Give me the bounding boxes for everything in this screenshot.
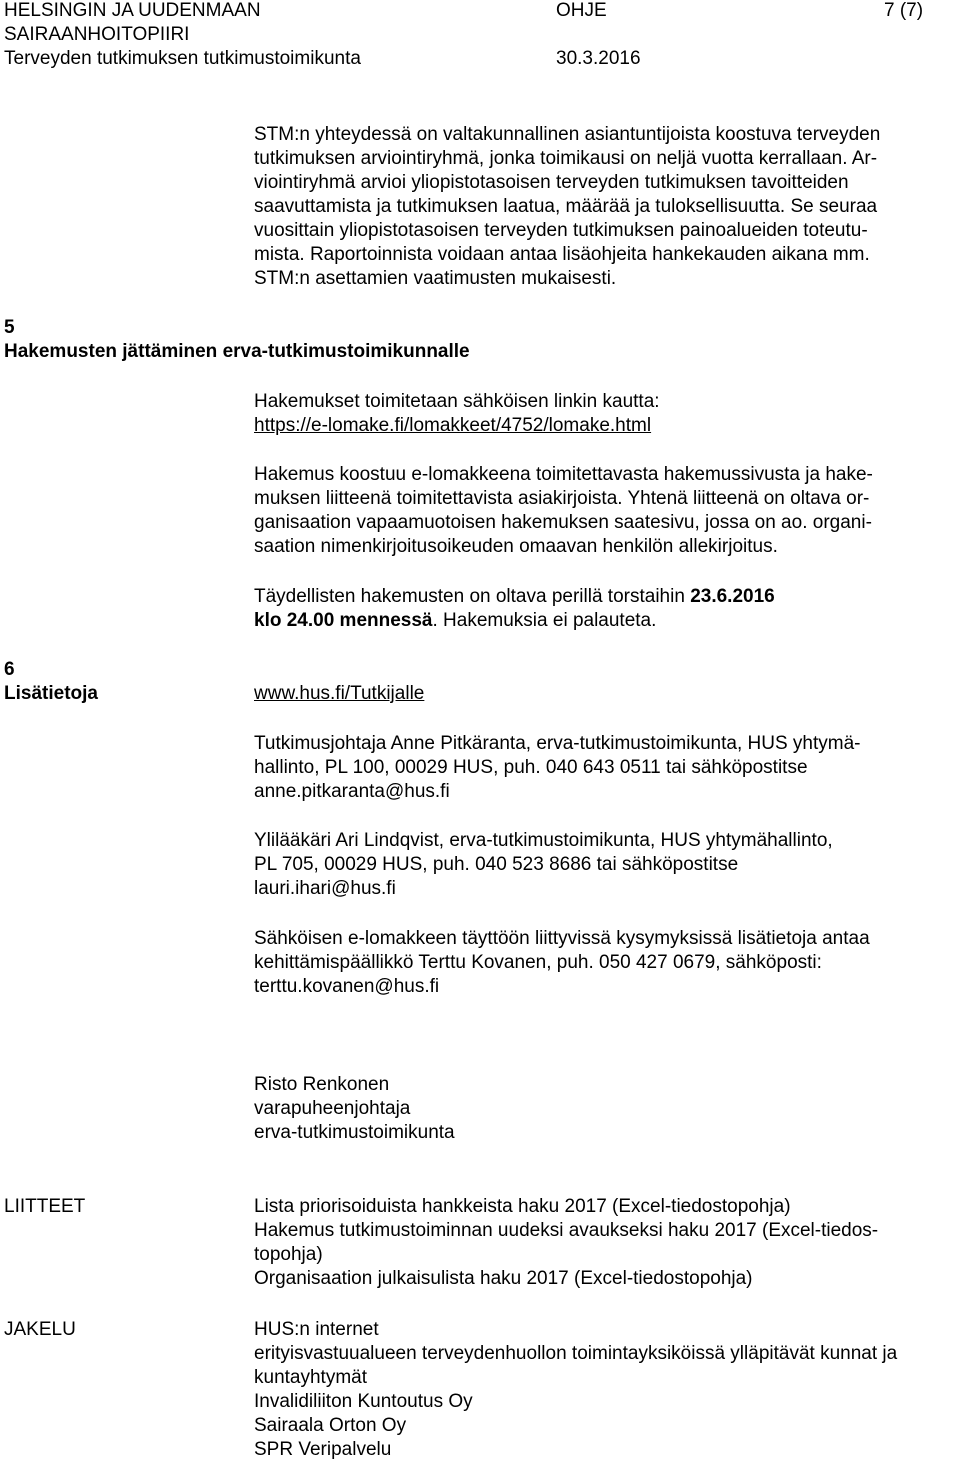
section-title: Hakemusten jättäminen erva-tutkimustoimikunnalle bbox=[4, 341, 470, 362]
section-number: 5 bbox=[4, 317, 15, 338]
attachment-item: topohja) bbox=[254, 1244, 323, 1265]
signer-organization: erva-tutkimustoimikunta bbox=[254, 1122, 455, 1143]
document-date: 30.3.2016 bbox=[556, 48, 641, 69]
contact-3 bbox=[254, 927, 960, 999]
section-6-heading bbox=[4, 658, 98, 706]
application-form-link[interactable]: https://e-lomake.fi/lomakkeet/4752/lomake.html bbox=[254, 415, 652, 436]
contact-line: anne.pitkaranta@hus.fi bbox=[254, 781, 450, 802]
content-line: ganisaation vapaamuotoisen hakemuksen saatesivu, jossa on ao. organi- bbox=[254, 512, 872, 533]
intro-line: tutkimuksen arviointiryhmä, jonka toimikausi on neljä vuotta kerrallaan. Ar- bbox=[254, 148, 878, 169]
distribution-item: SPR Veripalvelu bbox=[254, 1439, 392, 1460]
distribution-item: erityisvastuualueen terveydenhuollon toimintayksiköissä ylläpitävät kunnat ja bbox=[254, 1343, 898, 1364]
distribution-item: Sairaala Orton Oy bbox=[254, 1415, 407, 1436]
intro-paragraph bbox=[254, 123, 960, 291]
deadline-date: 23.6.2016 bbox=[690, 586, 775, 607]
application-contents-paragraph bbox=[254, 463, 960, 559]
org-name-line1: HELSINGIN JA UUDENMAAN bbox=[4, 0, 261, 21]
contact-line: lauri.ihari@hus.fi bbox=[254, 878, 396, 899]
researcher-info-link[interactable]: www.hus.fi/Tutkijalle bbox=[254, 683, 425, 704]
distribution-item: Invalidiliiton Kuntoutus Oy bbox=[254, 1391, 473, 1412]
contact-1 bbox=[254, 732, 960, 804]
attachment-item: Lista priorisoiduista hankkeista haku 2017 (Excel-tiedostopohja) bbox=[254, 1196, 791, 1217]
intro-line: viointiryhmä arvioi yliopistotasoisen terveyden tutkimuksen tavoitteiden bbox=[254, 172, 849, 193]
intro-line: saavuttamista ja tutkimuksen laatua, määrää ja tuloksellisuutta. Se seuraa bbox=[254, 196, 878, 217]
section-title: Lisätietoja bbox=[4, 683, 98, 704]
signature-block bbox=[254, 1073, 960, 1145]
intro-line: STM:n asettamien vaatimusten mukaisesti. bbox=[254, 268, 617, 289]
section-number: 6 bbox=[4, 659, 15, 680]
intro-line: vuosittain yliopistotasoisen terveyden tutkimuksen painoalueiden toteutu- bbox=[254, 220, 868, 241]
intro-line: STM:n yhteydessä on valtakunnallinen asiantuntijoista koostuva terveyden bbox=[254, 124, 881, 145]
content-line: muksen liitteenä toimitettavista asiakirjoista. Yhtenä liitteenä on oltava or- bbox=[254, 488, 870, 509]
page-number: 7 (7) bbox=[884, 0, 924, 21]
deadline-paragraph bbox=[254, 585, 960, 633]
deadline-prefix: Täydellisten hakemusten on oltava perillä torstaihin bbox=[254, 586, 691, 607]
contact-line: Ylilääkäri Ari Lindqvist, erva-tutkimustoimikunta, HUS yhtymähallinto, bbox=[254, 830, 833, 851]
contact-line: terttu.kovanen@hus.fi bbox=[254, 976, 440, 997]
signer-role: varapuheenjohtaja bbox=[254, 1098, 411, 1119]
deadline-suffix: . Hakemuksia ei palauteta. bbox=[432, 610, 657, 631]
deadline-time: klo 24.00 mennessä bbox=[254, 610, 433, 631]
more-info-link-block bbox=[254, 682, 960, 706]
distribution-item: kuntayhtymät bbox=[254, 1367, 367, 1388]
intro-line: mista. Raportoinnista voidaan antaa lisäohjeita hankekauden aikana mm. bbox=[254, 244, 870, 265]
content-line: saation nimenkirjoitusoikeuden omaavan henkilön allekirjoitus. bbox=[254, 536, 778, 557]
contact-line: Sähköisen e-lomakkeen täyttöön liittyvissä kysymyksissä lisätietoja antaa bbox=[254, 928, 870, 949]
signer-name: Risto Renkonen bbox=[254, 1074, 390, 1095]
submission-text: Hakemukset toimitetaan sähköisen linkin kautta: bbox=[254, 391, 660, 412]
document-type: OHJE bbox=[556, 0, 607, 21]
contact-line: PL 705, 00029 HUS, puh. 040 523 8686 tai sähköpostitse bbox=[254, 854, 739, 875]
attachment-item: Organisaation julkaisulista haku 2017 (Excel-tiedostopohja) bbox=[254, 1268, 753, 1289]
attachments-label: LIITTEET bbox=[4, 1196, 86, 1217]
contact-line: kehittämispäällikkö Terttu Kovanen, puh. 050 427 0679, sähköposti: bbox=[254, 952, 822, 973]
attachment-item: Hakemus tutkimustoiminnan uudeksi avaukseksi haku 2017 (Excel-tiedos- bbox=[254, 1220, 879, 1241]
distribution-item: HUS:n internet bbox=[254, 1319, 379, 1340]
content-line: Hakemus koostuu e-lomakkeena toimitettavasta hakemussivusta ja hake- bbox=[254, 464, 873, 485]
deadline-line-2 bbox=[254, 609, 960, 633]
contact-line: hallinto, PL 100, 00029 HUS, puh. 040 643 0511 tai sähköpostitse bbox=[254, 757, 808, 778]
section-5-heading bbox=[4, 316, 470, 364]
org-name-line2: SAIRAANHOITOPIIRI bbox=[4, 24, 190, 45]
contact-line: Tutkimusjohtaja Anne Pitkäranta, erva-tutkimustoimikunta, HUS yhtymä- bbox=[254, 733, 861, 754]
deadline-line-1 bbox=[254, 585, 960, 609]
distribution-label: JAKELU bbox=[4, 1319, 76, 1340]
attachments-list bbox=[254, 1195, 960, 1291]
submission-info bbox=[254, 390, 960, 438]
contact-2 bbox=[254, 829, 960, 901]
committee-name: Terveyden tutkimuksen tutkimustoimikunta bbox=[4, 48, 361, 69]
distribution-list bbox=[254, 1318, 960, 1462]
